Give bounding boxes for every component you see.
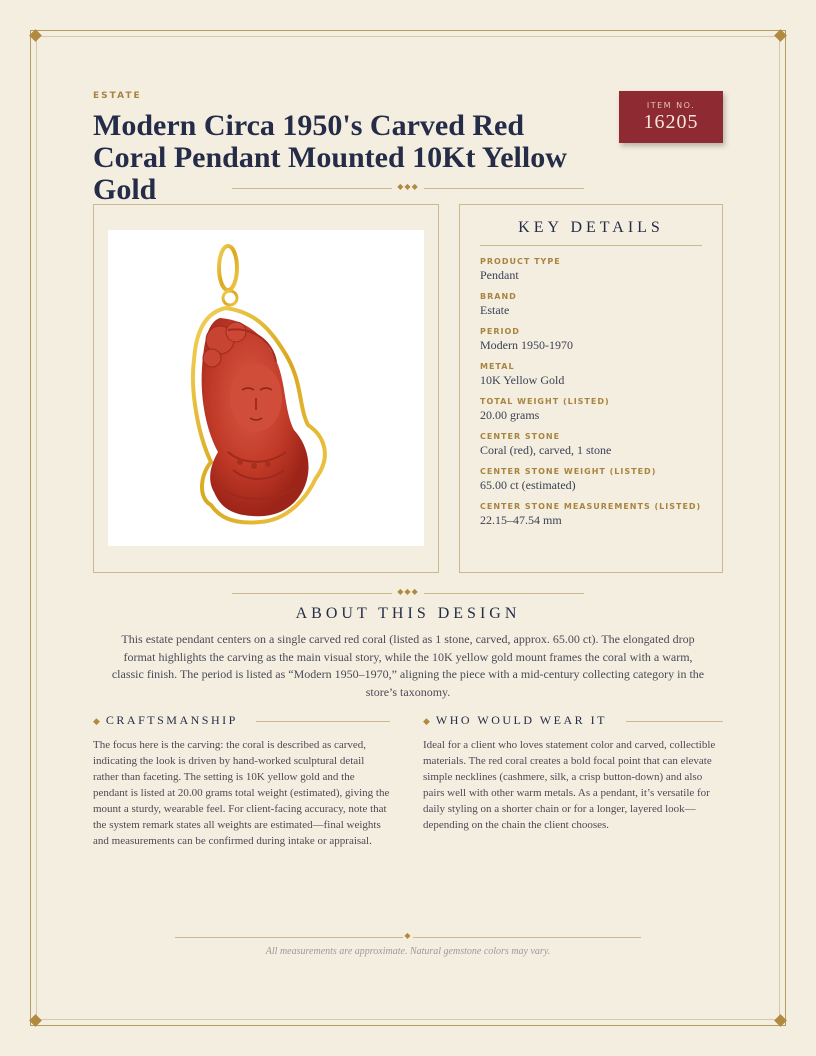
- spec-total-weight: [480, 396, 702, 423]
- diamond-bullet-icon: ◆: [93, 716, 100, 726]
- craftsmanship-heading-text: CRAFTSMANSHIP: [105, 713, 238, 727]
- spec-label: PERIOD: [480, 327, 520, 336]
- spec-center-stone-measurements: [480, 501, 702, 528]
- spec-label: BRAND: [480, 292, 517, 301]
- spec-product-type: [480, 256, 702, 283]
- item-number-value: 16205: [643, 111, 699, 133]
- about-divider-right: [424, 593, 584, 594]
- spec-value: Pendant: [480, 268, 519, 282]
- coral-pendant-image: [108, 230, 424, 546]
- spec-label: TOTAL WEIGHT (LISTED): [480, 397, 610, 406]
- key-details-panel: [459, 204, 723, 573]
- category-tag: ESTATE: [93, 91, 142, 101]
- wearer-rule: [626, 721, 723, 722]
- spec-value: Coral (red), carved, 1 stone: [480, 443, 612, 457]
- spec-label: CENTER STONE WEIGHT (LISTED): [480, 467, 657, 476]
- footer-note: All measurements are approximate. Natural gemstone colors may vary.: [265, 946, 551, 957]
- wearer-heading-text: WHO WOULD WEAR IT: [435, 713, 607, 727]
- product-image: [108, 230, 424, 546]
- title-divider-right: [424, 188, 584, 189]
- divider-ornament-icon: ◆◆◆: [397, 587, 419, 596]
- spec-brand: [480, 291, 702, 318]
- item-number-badge: [619, 91, 723, 143]
- title-divider-left: [232, 188, 392, 189]
- spec-center-stone: [480, 431, 702, 458]
- spec-label: CENTER STONE MEASUREMENTS (LISTED): [480, 502, 702, 511]
- item-number-label: ITEM NO.: [646, 101, 696, 110]
- about-body: This estate pendant centers on a single carved red coral (listed as 1 stone, carved, approx. 65.00 ct). The elongated drop format highlights the carving as the main visual story, while the 10K yellow gold mount frames the coral with a warm, classic finish. The period is listed as “Modern 1950–1970,” aligning the piece with a mid-century collecting category in the store’s taxonomy.: [111, 632, 705, 699]
- spec-value: Modern 1950-1970: [480, 338, 573, 352]
- craftsmanship-body: The focus here is the carving: the coral is described as carved, indicating the look is driven by hand-worked sculptural detail rather than faceting. The setting is 10K yellow gold and the pendant is listed at 20.00 grams total weight (estimated), giving the mount a sturdy, wearable feel. For client-facing accuracy, note that the system remark states all weights are estimated—final weights and measurements can be confirmed during intake or appraisal.: [93, 739, 390, 847]
- spec-value: 65.00 ct (estimated): [480, 478, 576, 492]
- about-divider-left: [232, 593, 392, 594]
- spec-value: 22.15–47.54 mm: [480, 513, 562, 527]
- spec-period: [480, 326, 702, 353]
- product-title: Modern Circa 1950's Carved Red Coral Pendant Mounted 10Kt Yellow Gold: [93, 109, 567, 206]
- spec-metal: [480, 361, 702, 388]
- footer-divider-left: [175, 937, 403, 938]
- wearer-heading: [423, 713, 607, 728]
- spec-value: 10K Yellow Gold: [480, 373, 565, 387]
- spec-label: PRODUCT TYPE: [480, 257, 561, 266]
- key-details-heading: KEY DETAILS: [480, 219, 702, 246]
- footer-divider-right: [413, 937, 641, 938]
- wearer-body: Ideal for a client who loves statement color and carved, collectible materials. The red coral creates a bold focal point that can elevate simple necklines (cashmere, silk, a crisp button-down) and also pairs well with other warm metals. As a pendant, it’s versatile for daily styling on a shorter chain or for a longer, layered look—depending on the chain the client chooses.: [423, 739, 716, 831]
- diamond-bullet-icon: ◆: [423, 716, 430, 726]
- spec-value: 20.00 grams: [480, 408, 540, 422]
- craftsmanship-rule: [256, 721, 390, 722]
- footer-ornament-icon: ◆: [404, 931, 412, 940]
- spec-value: Estate: [480, 303, 510, 317]
- about-heading: ABOUT THIS DESIGN: [295, 605, 521, 622]
- craftsmanship-heading: [93, 713, 238, 728]
- spec-center-stone-weight: [480, 466, 702, 493]
- divider-ornament-icon: ◆◆◆: [397, 182, 419, 191]
- spec-label: CENTER STONE: [480, 432, 561, 441]
- spec-label: METAL: [480, 362, 515, 371]
